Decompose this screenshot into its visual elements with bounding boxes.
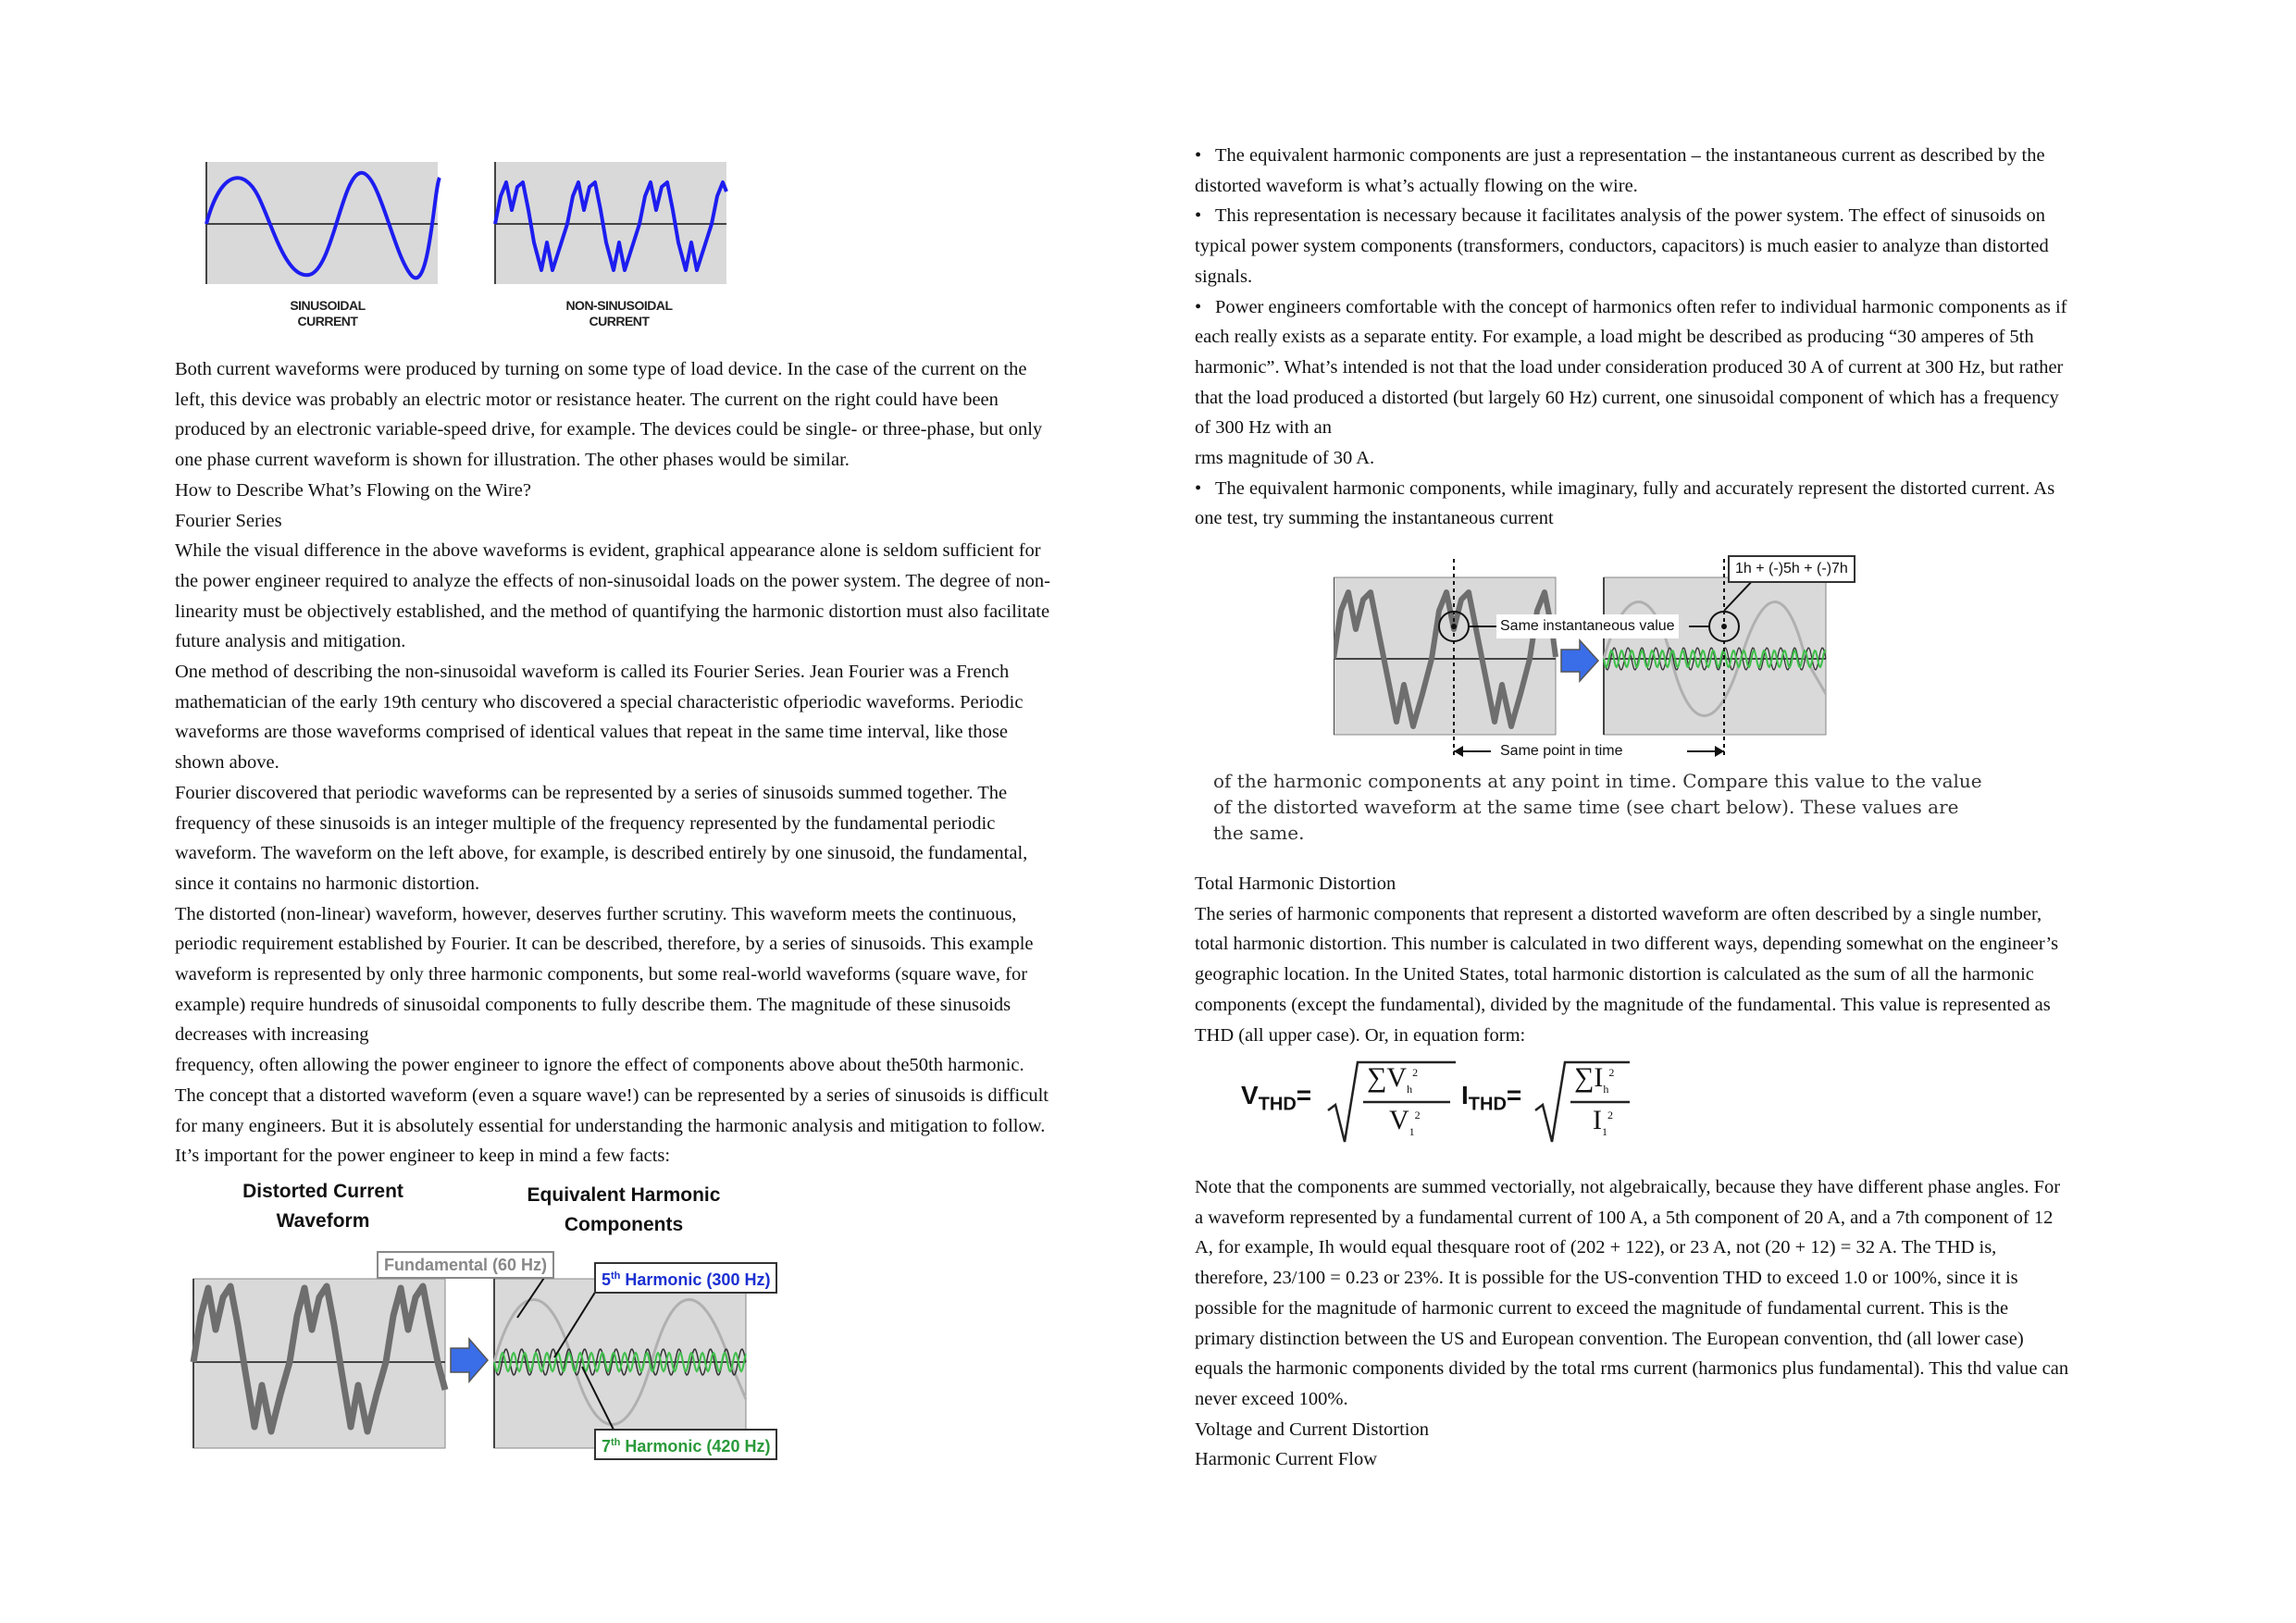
text-line (175, 748, 1137, 778)
text-line (175, 657, 1137, 688)
text-line-content: A, for example, Ih would equal thesquare root of (202 + 122), or 23 A, not (20 + 12) = 32 A. The THD is, (1195, 1237, 1997, 1258)
v-thd-lhs (1241, 1081, 1311, 1116)
text-line-content: produced by an electronic variable-speed drive, for example. The devices could be single- or three-phase, but only (175, 419, 1043, 440)
text-line (1195, 353, 2157, 383)
text-line (1195, 899, 2157, 930)
caption-line: of the distorted waveform at the same time (see chart below). These values are (1213, 796, 1959, 818)
ordinal-suffix: th (611, 1270, 621, 1282)
text-line-content: total harmonic distortion. This number is calculated in two different ways, depending somewhat on the engineer’s (1195, 934, 2059, 955)
text-line-content: mathematician of the early 19th century who discovered a special characteristic ofperiodic waveforms. Periodic (175, 691, 1024, 712)
text-line-content: each really exists as a separate entity. For example, a load might be described as producing “30 amperes of 5th (1195, 327, 2034, 348)
text-line (175, 1050, 1137, 1081)
text-line-content: future analysis and mitigation. (175, 631, 406, 652)
v1: V (1389, 1105, 1409, 1135)
text-line-content: waveforms are those waveforms comprised of identical values that repeat in the same time interval, like those (175, 722, 1008, 743)
text-line-content: example) require hundreds of sinusoidal components to fully describe them. The magnitude of these sinusoids (175, 994, 1011, 1015)
text-line-content: harmonic”. What’s intended is not that the load under consideration produced 30 A of current at 300 Hz, but rather (1195, 356, 2064, 378)
i-thd-lhs (1461, 1081, 1521, 1116)
sum-ih: ∑I (1574, 1062, 1604, 1093)
text-line (1195, 1444, 2157, 1475)
harmonic-components-figure (184, 1177, 999, 1473)
title-line: Waveform (276, 1210, 370, 1232)
i-symbol: I (1461, 1081, 1469, 1109)
text-line (1195, 1384, 2157, 1415)
text-line (1195, 960, 2157, 990)
text-line-content: Fourier Series (175, 510, 282, 531)
text-line-content: one phase current waveform is shown for illustration. The other phases would be similar. (175, 450, 850, 471)
text-line (1195, 292, 2157, 323)
text-line-content: left, this device was probably an electric motor or resistance heater. The current on the right could have been (175, 389, 999, 410)
text-line-content: Note that the components are summed vectorially, not algebraically, because they have different phase angles. For (1195, 1177, 2061, 1197)
v-symbol: V (1241, 1081, 1259, 1109)
text-line (1195, 990, 2157, 1021)
text-line (1195, 231, 2157, 262)
text-line (1195, 413, 2157, 443)
text-line-content: While the visual difference in the above waveforms is evident, graphical appearance alone is seldom sufficient for (175, 540, 1041, 562)
text-line-content: primary distinction between the US and European convention. The European convention, thd (all lower case) (1195, 1328, 2024, 1349)
squared: 2 (1608, 1066, 1615, 1079)
arrow-right (451, 1339, 488, 1381)
text-line-content: This representation is necessary because it facilitates analysis of the power system. The effect of sinusoids on (1215, 205, 2045, 227)
text-line (175, 778, 1137, 809)
text-line (175, 1020, 1137, 1050)
harmonic-plots (184, 1177, 999, 1473)
text-line (1195, 322, 2157, 353)
text-line (1195, 1172, 2157, 1203)
title-line: Components (564, 1214, 684, 1235)
non-sinusoidal-caption (559, 298, 679, 329)
text-line-content: that the load produced a distorted (but largely 60 Hz) current, one sinusoidal component of which has a frequency (1195, 387, 2059, 408)
text-line-content: linearity must be objectively established, and the method of quantifying the harmonic distortion must also facilitate (175, 601, 1050, 622)
caption-line: CURRENT (297, 314, 358, 328)
caption-line: NON-SINUSOIDAL (565, 298, 673, 313)
one-subscript: 1 (1602, 1125, 1607, 1138)
text-line (1195, 383, 2157, 414)
figure-caption-text (1213, 768, 2009, 846)
text-line (1195, 171, 2157, 202)
text-line-content: waveform. The waveform on the left above, for example, is described entirely by one sinusoid, the fundamental, (175, 843, 1028, 864)
text-line-content: typical power system components (transformers, conductors, capacitors) is much easier to analyze than distorted (1195, 236, 2049, 257)
fifth-harmonic-label (594, 1262, 777, 1294)
waveform-plots (203, 159, 776, 298)
fundamental-label: Fundamental (60 Hz) (377, 1251, 554, 1279)
text-line (175, 415, 1137, 445)
text-line (1195, 262, 2157, 292)
squared: 2 (1412, 1066, 1419, 1079)
text-line-content: for many engineers. But it is absolutely essential for understanding the harmonic analysis and mitigation to follow. (175, 1115, 1046, 1136)
squared: 2 (1607, 1109, 1613, 1121)
text-line (1195, 503, 2157, 534)
text-line (175, 385, 1137, 415)
text-line (175, 354, 1137, 385)
seventh-harmonic-label (594, 1429, 777, 1460)
left-body-text (175, 354, 1137, 1171)
text-line-content: One method of describing the non-sinusoidal waveform is called its Fourier Series. Jean Fourier was a French (175, 662, 1010, 683)
text-line-content: therefore, 23/100 = 0.23 or 23%. It is possible for the US-convention THD to exceed 1.0 or 100%, since it is (1195, 1268, 2018, 1289)
right-bottom-text (1195, 1172, 2157, 1475)
text-line (175, 1141, 1137, 1171)
title-line: Distorted Current (242, 1181, 403, 1202)
text-line-content: distorted waveform is what’s actually flowing on the wire. (1195, 175, 1638, 196)
instantaneous-plots (1334, 555, 2129, 777)
h-subscript: h (1407, 1083, 1413, 1096)
text-line (175, 1111, 1137, 1142)
squared: 2 (1414, 1109, 1421, 1121)
text-line-content: frequency, often allowing the power engineer to ignore the effect of components above about the50th harmonic. (175, 1055, 1024, 1076)
sum-label: 1h + (-)5h + (-)7h (1728, 555, 1855, 583)
text-line-content: frequency of these sinusoids is an integer multiple of the frequency represented by the fundamental periodic (175, 812, 996, 834)
equals-sign: = (1296, 1081, 1312, 1109)
text-line-content: How to Describe What’s Flowing on the Wire? (175, 479, 531, 501)
text-line (1195, 141, 2157, 171)
text-line-content: since it contains no harmonic distortion. (175, 873, 480, 894)
text-line (1195, 201, 2157, 231)
text-line (1195, 1415, 2157, 1445)
text-line (1195, 474, 2157, 504)
right-top-text (1195, 141, 2157, 534)
text-line-content: THD (all upper case). Or, in equation form: (1195, 1024, 1526, 1046)
text-line (1195, 443, 2157, 474)
text-line-content: The distorted (non-linear) waveform, however, deserves further scrutiny. This waveform meets the continuous, (175, 903, 1017, 924)
sum-vh: ∑V (1367, 1062, 1408, 1093)
text-line (1195, 1324, 2157, 1355)
text-line-content: The series of harmonic components that represent a distorted waveform are often described by a single number, (1195, 903, 2042, 924)
text-line (175, 566, 1137, 597)
text-line-content: rms magnitude of 30 A. (1195, 448, 1375, 469)
harmonic-text: Harmonic (420 Hz) (620, 1437, 771, 1456)
text-line-content: never exceed 100%. (1195, 1388, 1348, 1409)
text-line (1195, 1021, 2157, 1051)
text-line-content: waveform is represented by only three harmonic components, but some real-world waveforms (square wave, for (175, 964, 1028, 985)
text-line-content: components (except the fundamental), divided by the magnitude of the fundamental. This value is represented as (1195, 994, 2051, 1015)
text-line-content: geographic location. In the United States, total harmonic distortion is calculated as the sum of all the harmonic (1195, 964, 2034, 985)
harmonic-number: 5 (602, 1270, 612, 1289)
text-line-content: decreases with increasing (175, 1024, 369, 1046)
i-denominator (1593, 1105, 1613, 1139)
text-line-content: It’s important for the power engineer to keep in mind a few facts: (175, 1146, 671, 1167)
v-denominator (1389, 1105, 1421, 1139)
text-line (175, 838, 1137, 869)
text-line-content: The equivalent harmonic components, while imaginary, fully and accurately represent the distorted current. As (1215, 477, 2055, 499)
title-line: Equivalent Harmonic (527, 1184, 721, 1206)
instantaneous-value-figure (1213, 555, 2129, 851)
text-line-content: Total Harmonic Distortion (1195, 873, 1396, 894)
thd-subscript: THD (1468, 1094, 1507, 1115)
text-line (175, 899, 1137, 930)
caption-line: CURRENT (589, 314, 650, 328)
text-line (175, 626, 1137, 657)
text-line-content: The concept that a distorted waveform (even a square wave!) can be represented by a series of sinusoids is difficult (175, 1084, 1049, 1106)
text-line-content: Fourier discovered that periodic waveforms can be represented by a series of sinusoids summed together. The (175, 782, 1008, 803)
text-line (175, 597, 1137, 627)
text-line (175, 717, 1137, 748)
text-line-content: of 300 Hz with an (1195, 417, 1333, 439)
text-line-content: Both current waveforms were produced by turning on some type of load device. In the case of the current on the (175, 359, 1027, 379)
text-line (175, 1081, 1137, 1111)
i-numerator (1574, 1062, 1614, 1096)
harmonic-number: 7 (602, 1437, 612, 1456)
right-mid-text (1195, 869, 2157, 1050)
text-line (175, 929, 1137, 960)
text-line-content: periodic requirement established by Fourier. It can be described, therefore, by a series of sinusoids. This example (175, 934, 1034, 955)
text-line (1195, 1263, 2157, 1294)
text-line (175, 476, 1137, 506)
harmonic-text: Harmonic (300 Hz) (620, 1270, 771, 1289)
text-line-content: equals the harmonic components divided by the total rms current (harmonics plus fundamental). This thd value can (1195, 1358, 2069, 1380)
same-time-label: Same point in time (1496, 739, 1627, 763)
caption-line: of the harmonic components at any point in time. Compare this value to the value (1213, 770, 1982, 792)
text-line (1195, 1203, 2157, 1233)
text-line (1195, 1233, 2157, 1263)
caption-line: the same. (1213, 822, 1305, 844)
caption-line: SINUSOIDAL (290, 298, 366, 313)
text-line-content: signals. (1195, 266, 1253, 287)
text-line (1195, 1294, 2157, 1324)
text-line (175, 960, 1137, 990)
waveform-comparison-figure (203, 159, 915, 335)
text-line (175, 536, 1137, 566)
text-line-content: Voltage and Current Distortion (1195, 1419, 1429, 1440)
v-numerator (1367, 1062, 1418, 1096)
text-line (175, 506, 1137, 537)
i1: I (1593, 1105, 1602, 1135)
h-subscript: h (1603, 1083, 1609, 1096)
text-line (175, 809, 1137, 839)
thd-subscript: THD (1258, 1094, 1297, 1115)
equals-sign: = (1506, 1081, 1522, 1109)
text-line-content: Harmonic Current Flow (1195, 1449, 1377, 1470)
text-line-content: possible for the magnitude of harmonic current to exceed the magnitude of fundamental current. This is the (1195, 1297, 2009, 1319)
sinusoidal-caption (272, 298, 383, 329)
text-line (175, 445, 1137, 476)
thd-equations (1241, 1057, 1630, 1149)
text-line-content: Power engineers comfortable with the concept of harmonics often refer to individual harmonic components as if (1215, 296, 2067, 317)
text-line-content: shown above. (175, 752, 279, 774)
one-subscript: 1 (1409, 1125, 1415, 1138)
text-line (175, 869, 1137, 899)
text-line-content: a waveform represented by a fundamental current of 100 A, a 5th component of 20 A, and a 7th component of 12 (1195, 1207, 2054, 1228)
text-line-content: the power engineer required to analyze the effects of non-sinusoidal loads on the power system. The degree of non- (175, 570, 1050, 591)
text-line (175, 990, 1137, 1021)
same-value-label: Same instantaneous value (1496, 614, 1679, 638)
text-line-content: one test, try summing the instantaneous current (1195, 508, 1554, 529)
text-line-content: The equivalent harmonic components are just a representation – the instantaneous current as described by the (1215, 145, 2045, 166)
text-line (1195, 1354, 2157, 1384)
ordinal-suffix: th (611, 1437, 621, 1448)
text-line (1195, 869, 2157, 899)
arrow-right-2 (1561, 640, 1598, 681)
text-line (1195, 929, 2157, 960)
text-line (175, 688, 1137, 718)
